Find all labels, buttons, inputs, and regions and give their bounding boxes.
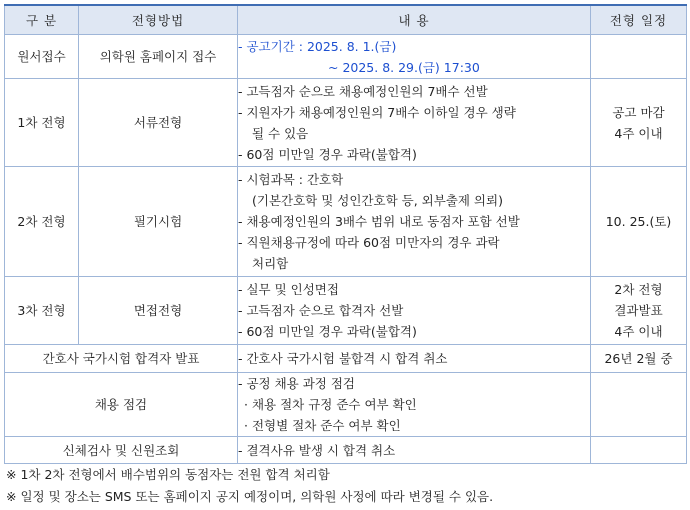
table-row-stage3 — [5, 277, 687, 345]
schedule-line: 4주 이내 — [614, 324, 663, 339]
cell-category: 간호사 국가시험 합격자 발표 — [5, 345, 238, 373]
schedule-line: 2차 전형 — [614, 282, 663, 297]
content-line: - 시험과목 : 간호학 — [238, 172, 344, 187]
header-content: 내 용 — [238, 5, 591, 35]
cell-schedule — [591, 79, 687, 167]
cell-content — [238, 79, 591, 167]
schedule-line: 공고 마감 — [612, 104, 665, 120]
schedule-line: 결과발표 — [614, 303, 663, 318]
content-line: - 60점 미만일 경우 과락(불합격) — [238, 324, 417, 339]
content-line: - 60점 미만일 경우 과락(불합격) — [238, 146, 417, 162]
cell-method: 의학원 홈페이지 접수 — [79, 35, 238, 79]
cell-category: 원서접수 — [5, 35, 79, 79]
announcement-period-end: ~ 2025. 8. 29.(금) 17:30 — [328, 59, 480, 75]
cell-category: 1차 전형 — [5, 79, 79, 167]
content-line: - 고득점자 순으로 채용예정인원의 7배수 선발 — [238, 83, 488, 99]
cell-content: - 결격사유 발생 시 합격 취소 — [238, 437, 591, 464]
table-row-nursing-exam — [5, 345, 687, 373]
cell-category: 채용 점검 — [5, 373, 238, 437]
recruitment-schedule-table — [4, 4, 687, 464]
content-line: - 고득점자 순으로 합격자 선발 — [238, 303, 404, 318]
cell-schedule — [591, 373, 687, 437]
cell-category: 2차 전형 — [5, 167, 79, 277]
content-line: 처리함 — [252, 256, 289, 271]
content-line: - 채용예정인원의 3배수 범위 내로 동점자 포함 선발 — [238, 214, 520, 229]
cell-content — [238, 167, 591, 277]
cell-category: 3차 전형 — [5, 277, 79, 345]
cell-schedule: 10. 25.(토) — [591, 167, 687, 277]
header-method: 전형방법 — [79, 5, 238, 35]
cell-method: 면접전형 — [79, 277, 238, 345]
cell-schedule — [591, 35, 687, 79]
content-line: - 지원자가 채용예정인원의 7배수 이하일 경우 생략 — [238, 104, 516, 120]
header-category: 구 분 — [5, 5, 79, 35]
table-row-stage1 — [5, 79, 687, 167]
content-line: · 채용 절차 규정 준수 여부 확인 — [244, 397, 417, 412]
cell-schedule — [591, 437, 687, 464]
content-line: (기본간호학 및 성인간호학 등, 외부출제 의뢰) — [252, 193, 503, 208]
footnote-schedule-change: ※ 일정 및 장소는 SMS 또는 홈페이지 공지 예정이며, 의학원 사정에 따라 변경될 수 있음. — [6, 489, 494, 504]
announcement-period-start: - 공고기간 : 2025. 8. 1.(금) — [238, 38, 397, 54]
cell-method: 서류전형 — [79, 79, 238, 167]
table-row-application — [5, 35, 687, 79]
cell-content — [238, 373, 591, 437]
table-row-inspection — [5, 373, 687, 437]
table-header-row — [5, 5, 687, 35]
content-line: - 실무 및 인성면접 — [238, 282, 339, 297]
schedule-line: 4주 이내 — [614, 125, 663, 141]
cell-category: 신체검사 및 신원조회 — [5, 437, 238, 464]
table-row-medical-check — [5, 437, 687, 464]
content-line: - 공정 채용 과정 점검 — [238, 376, 356, 391]
cell-schedule — [591, 277, 687, 345]
footnote-tie-handling: ※ 1차 2차 전형에서 배수범위의 동점자는 전원 합격 처리함 — [6, 467, 330, 482]
cell-schedule: 26년 2월 중 — [591, 345, 687, 373]
header-schedule: 전형 일정 — [591, 5, 687, 35]
cell-content — [238, 277, 591, 345]
content-line: - 직원채용규정에 따라 60점 미만자의 경우 과락 — [238, 235, 500, 250]
cell-method: 필기시험 — [79, 167, 238, 277]
content-line: · 전형별 절차 준수 여부 확인 — [244, 418, 401, 433]
cell-content — [238, 35, 591, 79]
content-line: 될 수 있음 — [252, 125, 309, 141]
table-row-stage2 — [5, 167, 687, 277]
cell-content: - 간호사 국가시험 불합격 시 합격 취소 — [238, 345, 591, 373]
